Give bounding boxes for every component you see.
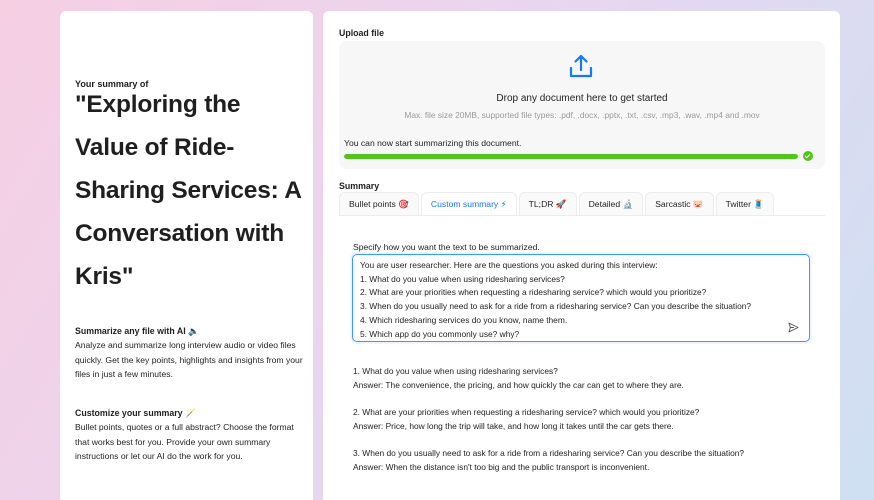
dropzone-title: Drop any document here to get started — [496, 93, 668, 104]
file-dropzone[interactable] — [339, 41, 825, 169]
result-answer: Answer: The convenience, the pricing, and how quickly the car can get to where they are. — [353, 379, 684, 390]
prompt-instructions-label: Specify how you want the text to be summarized. — [353, 242, 540, 252]
feature-customize — [75, 406, 303, 464]
result-item — [353, 447, 765, 474]
feature-summarize-body: Analyze and summarize long interview audio or video files quickly. Get the key points, highlights and insights from your files in just a few minutes. — [75, 340, 303, 380]
prompt-line: You are user researcher. Here are the questions you asked during this interview: — [360, 260, 658, 270]
summarizer-panel — [323, 11, 840, 500]
send-icon[interactable] — [788, 322, 799, 333]
feature-customize-title: Customize your summary 🪄 — [75, 408, 196, 418]
feature-summarize — [75, 324, 303, 382]
upload-icon — [568, 53, 594, 79]
prompt-line: 1. What do you value when using ridesharing services? — [360, 273, 565, 284]
result-question: 1. What do you value when using ridesharing services? — [353, 366, 558, 376]
result-answer: Answer: When the distance isn't too big and the public transport is inconvenient. — [353, 461, 650, 472]
feature-customize-body: Bullet points, quotes or a full abstract? Choose the format that works best for you. Provide your own summary instructions or let our AI do the work for you. — [75, 422, 294, 462]
document-title: "Exploring the Value of Ride-Sharing Services: A Conversation with Kris" — [75, 91, 301, 290]
tab-twitter[interactable]: Twitter 🧵 — [716, 192, 774, 215]
tab-detailed[interactable]: Detailed 🔬 — [579, 192, 644, 215]
tab-bullet-points[interactable]: Bullet points 🎯 — [339, 192, 419, 215]
tab-custom-summary[interactable]: Custom summary ⚡ — [421, 192, 517, 215]
result-item — [353, 365, 765, 392]
feature-summarize-title: Summarize any file with AI 🔈 — [75, 326, 200, 336]
check-circle-icon — [803, 151, 813, 161]
summary-of-label: Your summary of — [75, 79, 149, 89]
upload-status-text: You can now start summarizing this document. — [344, 138, 522, 148]
result-question: 3. When do you usually need to ask for a ride from a ridesharing service? Can you describe the situation? — [353, 448, 745, 459]
custom-summary-panel — [339, 215, 825, 500]
upload-file-label: Upload file — [339, 28, 384, 38]
document-info-panel — [60, 11, 313, 500]
prompt-line: 2. What are your priorities when requesting a ridesharing service? which would you prioritize? — [360, 287, 707, 298]
result-answer: Answer: Price, how long the trip will take, and how long it takes until the car gets there. — [353, 420, 674, 431]
tab-sarcastic[interactable]: Sarcastic 🐷 — [645, 192, 713, 215]
result-item — [353, 406, 765, 433]
summary-tabs — [339, 192, 776, 215]
summary-result — [353, 365, 765, 488]
custom-prompt-input[interactable] — [352, 254, 810, 342]
tab-tldr[interactable]: TL;DR 🚀 — [519, 192, 577, 215]
result-question: 2. What are your priorities when requesting a ridesharing service? which would you prioritize? — [353, 407, 700, 418]
prompt-line: 3. When do you usually need to ask for a ride from a ridesharing service? Can you describe the situation? — [360, 301, 752, 312]
prompt-line: 4. Which ridesharing services do you know, name them. — [360, 314, 568, 325]
dropzone-limits: Max. file size 20MB, supported file types: .pdf, .docx, .pptx, .txt, .csv, .mp3, .wav, .mp4 and .mov — [404, 110, 760, 120]
prompt-line: 5. Which app do you commonly use? why? — [360, 328, 520, 339]
upload-progress-fill — [344, 154, 798, 159]
upload-progress-bar — [344, 154, 798, 159]
summary-label: Summary — [339, 181, 380, 191]
